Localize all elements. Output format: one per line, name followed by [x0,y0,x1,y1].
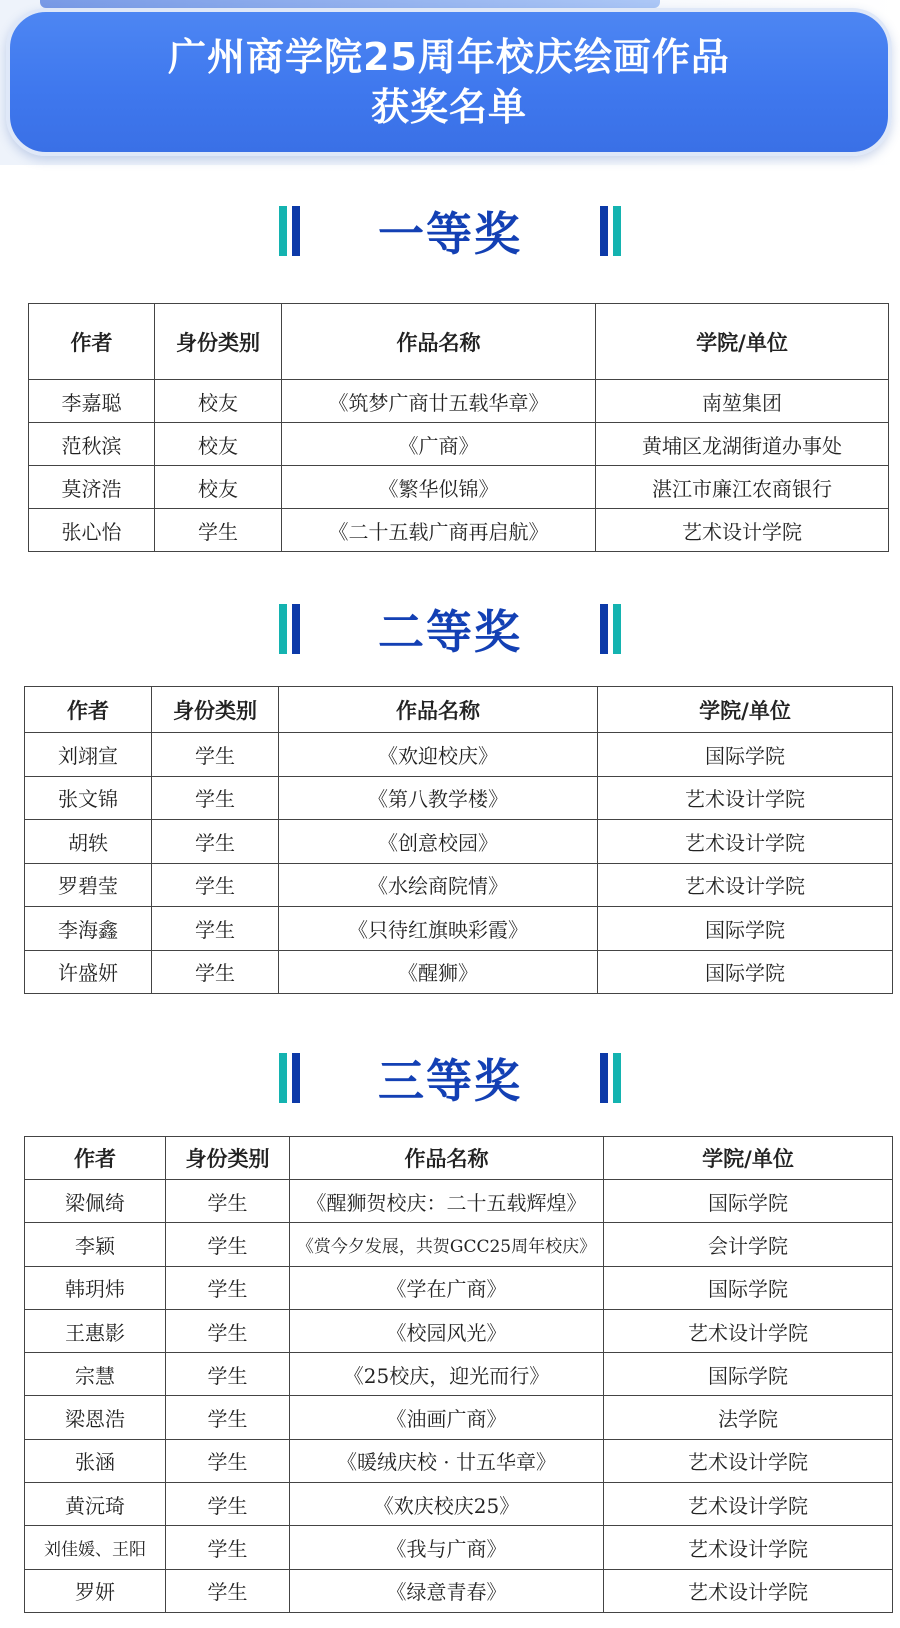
identity-cell: 学生 [166,1223,290,1266]
column-header: 作者 [25,1137,166,1180]
unit-cell: 国际学院 [598,907,893,951]
work-title-cell: 《油画广商》 [290,1396,604,1439]
identity-cell: 学生 [152,733,279,777]
header-top-strip [40,0,660,8]
identity-cell: 学生 [166,1483,290,1526]
table-row [25,1526,893,1569]
title-banner [6,8,892,156]
identity-cell: 校友 [155,423,282,466]
table-row [29,466,889,509]
column-header: 身份类别 [155,304,282,380]
author-cell: 梁恩浩 [25,1396,166,1439]
identity-cell: 学生 [152,950,279,994]
work-title-cell: 《欢迎校庆》 [279,733,598,777]
work-title-cell: 《繁华似锦》 [282,466,596,509]
work-title-cell: 《学在广商》 [290,1266,604,1309]
author-cell: 李海鑫 [25,907,152,951]
unit-cell: 国际学院 [598,950,893,994]
identity-cell: 学生 [166,1396,290,1439]
unit-cell: 艺术设计学院 [598,820,893,864]
left-bars-decoration [279,206,300,256]
table-row [25,1309,893,1352]
table-row [25,1180,893,1223]
identity-cell: 学生 [166,1180,290,1223]
table-row [25,1353,893,1396]
table-row [25,733,893,777]
column-header: 作者 [25,687,152,733]
table-row [25,1223,893,1266]
work-title-cell: 《欢庆校庆25》 [290,1483,604,1526]
table-header-row [25,687,893,733]
section-title: 二等奖 [378,605,522,659]
author-cell: 张涵 [25,1439,166,1482]
author-cell: 刘佳媛、王阳 [25,1526,166,1569]
table-row [25,1439,893,1482]
unit-cell: 艺术设计学院 [604,1569,893,1612]
table-row [25,907,893,951]
work-title-cell: 《二十五载广商再启航》 [282,509,596,552]
table-row [25,1483,893,1526]
table-row [25,1569,893,1612]
unit-cell: 国际学院 [604,1180,893,1223]
author-cell: 李嘉聪 [29,380,155,423]
author-cell: 刘翊宣 [25,733,152,777]
table-row [25,776,893,820]
table-row [29,423,889,466]
table-row [25,1266,893,1309]
column-header: 作者 [29,304,155,380]
section-heading-first-prize [0,196,900,266]
identity-cell: 学生 [152,820,279,864]
section-title: 一等奖 [378,207,522,261]
unit-cell: 黄埔区龙湖街道办事处 [596,423,889,466]
work-title-cell: 《赏今夕发展，共贺GCC25周年校庆》 [290,1223,604,1266]
third-prize-table [24,1136,893,1613]
identity-cell: 学生 [166,1526,290,1569]
table-row [25,863,893,907]
identity-cell: 学生 [155,509,282,552]
work-title-cell: 《醒狮贺校庆：二十五载辉煌》 [290,1180,604,1223]
work-title-cell: 《只待红旗映彩霞》 [279,907,598,951]
table-row [25,1396,893,1439]
identity-cell: 校友 [155,380,282,423]
unit-cell: 艺术设计学院 [604,1309,893,1352]
left-bars-decoration [279,1053,300,1103]
right-bars-decoration [600,1053,621,1103]
banner-title-line2: 获奖名单 [370,85,527,129]
work-title-cell: 《创意校园》 [279,820,598,864]
first-prize-table [28,303,889,552]
column-header: 学院/单位 [596,304,889,380]
author-cell: 罗妍 [25,1569,166,1612]
right-bars-decoration [600,604,621,654]
column-header: 作品名称 [290,1137,604,1180]
column-header: 作品名称 [279,687,598,733]
column-header: 身份类别 [166,1137,290,1180]
author-cell: 张心怡 [29,509,155,552]
author-cell: 罗碧莹 [25,863,152,907]
column-header: 身份类别 [152,687,279,733]
author-cell: 黄沅琦 [25,1483,166,1526]
unit-cell: 艺术设计学院 [598,776,893,820]
unit-cell: 艺术设计学院 [604,1439,893,1482]
identity-cell: 校友 [155,466,282,509]
author-cell: 张文锦 [25,776,152,820]
unit-cell: 南堃集团 [596,380,889,423]
work-title-cell: 《绿意青春》 [290,1569,604,1612]
author-cell: 宗慧 [25,1353,166,1396]
work-title-cell: 《第八教学楼》 [279,776,598,820]
work-title-cell: 《校园风光》 [290,1309,604,1352]
author-cell: 王惠影 [25,1309,166,1352]
right-bars-decoration [600,206,621,256]
work-title-cell: 《醒狮》 [279,950,598,994]
column-header: 学院/单位 [604,1137,893,1180]
identity-cell: 学生 [152,907,279,951]
unit-cell: 艺术设计学院 [598,863,893,907]
section-title: 三等奖 [378,1054,522,1108]
unit-cell: 法学院 [604,1396,893,1439]
identity-cell: 学生 [152,776,279,820]
unit-cell: 湛江市廉江农商银行 [596,466,889,509]
work-title-cell: 《广商》 [282,423,596,466]
section-heading-second-prize [0,594,900,664]
unit-cell: 艺术设计学院 [596,509,889,552]
author-cell: 梁佩绮 [25,1180,166,1223]
work-title-cell: 《我与广商》 [290,1526,604,1569]
table-row [29,509,889,552]
table-row [25,820,893,864]
table-row [29,380,889,423]
identity-cell: 学生 [166,1266,290,1309]
work-title-cell: 《水绘商院情》 [279,863,598,907]
author-cell: 范秋滨 [29,423,155,466]
unit-cell: 艺术设计学院 [604,1483,893,1526]
identity-cell: 学生 [166,1569,290,1612]
author-cell: 胡轶 [25,820,152,864]
left-bars-decoration [279,604,300,654]
section-heading-third-prize [0,1043,900,1113]
identity-cell: 学生 [166,1353,290,1396]
unit-cell: 国际学院 [598,733,893,777]
table-row [25,950,893,994]
unit-cell: 艺术设计学院 [604,1526,893,1569]
author-cell: 李颖 [25,1223,166,1266]
work-title-cell: 《暖绒庆校 · 廿五华章》 [290,1439,604,1482]
unit-cell: 会计学院 [604,1223,893,1266]
column-header: 作品名称 [282,304,596,380]
header-background [0,0,900,165]
column-header: 学院/单位 [598,687,893,733]
unit-cell: 国际学院 [604,1353,893,1396]
work-title-cell: 《25校庆，迎光而行》 [290,1353,604,1396]
author-cell: 韩玥炜 [25,1266,166,1309]
work-title-cell: 《筑梦广商廿五载华章》 [282,380,596,423]
identity-cell: 学生 [152,863,279,907]
banner-title-line1: 广州商学院25周年校庆绘画作品 [168,35,730,79]
unit-cell: 国际学院 [604,1266,893,1309]
table-header-row [29,304,889,380]
identity-cell: 学生 [166,1309,290,1352]
author-cell: 莫济浩 [29,466,155,509]
table-header-row [25,1137,893,1180]
identity-cell: 学生 [166,1439,290,1482]
author-cell: 许盛妍 [25,950,152,994]
second-prize-table [24,686,893,994]
